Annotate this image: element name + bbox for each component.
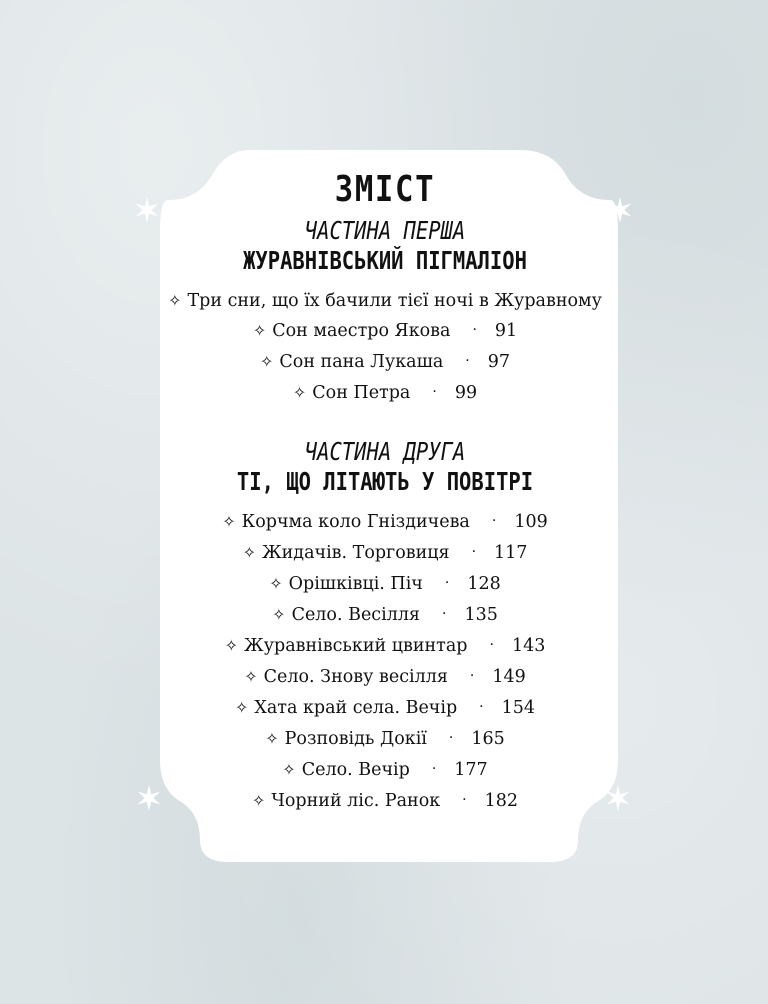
toc-item-page: 154: [501, 698, 536, 718]
toc-item-page: 91: [494, 321, 518, 341]
toc-item-text: Сон маестро Якова: [272, 321, 451, 341]
toc-item[interactable]: [150, 569, 620, 600]
toc-item[interactable]: [150, 600, 620, 631]
part-two: [150, 437, 620, 817]
part-one-title: ЖУРАВНІВСЬКИЙ ПІГМАЛІОН: [243, 246, 527, 275]
toc-item-text: Чорний ліс. Ранок: [271, 791, 441, 811]
toc-item[interactable]: [150, 507, 620, 538]
part-one-label: ЧАСТИНА ПЕРША: [304, 216, 466, 245]
diamond-bullet-icon: ✧: [272, 605, 286, 624]
diamond-bullet-icon: ✧: [259, 352, 274, 371]
toc-item[interactable]: [150, 316, 620, 347]
toc-item-page: 182: [484, 791, 519, 811]
separator-dot: ·: [491, 513, 497, 529]
toc-item-page: 117: [494, 543, 528, 563]
separator-dot: ·: [479, 699, 484, 715]
separator-dot: ·: [448, 730, 454, 746]
toc-item-text: Село. Вечір: [301, 760, 410, 780]
toc-item[interactable]: [150, 662, 620, 693]
separator-dot: ·: [431, 761, 437, 777]
part-one: [150, 216, 620, 409]
toc-item[interactable]: [150, 631, 620, 662]
toc-item-page: 143: [511, 636, 546, 656]
toc-item-text: Три сни, що їх бачили тієї ночі в Журавному: [187, 291, 602, 311]
toc-item-page: 128: [467, 574, 501, 594]
diamond-bullet-icon: ✧: [282, 760, 296, 779]
part-two-label: ЧАСТИНА ДРУГА: [304, 437, 466, 466]
table-of-contents: [150, 168, 620, 817]
diamond-bullet-icon: ✧: [242, 543, 256, 562]
diamond-bullet-icon: ✧: [269, 574, 283, 593]
toc-item-page: 109: [514, 512, 548, 532]
toc-item-text: Жидачів. Торговиця: [261, 543, 450, 563]
toc-item[interactable]: [150, 693, 620, 724]
separator-dot: ·: [472, 322, 477, 338]
toc-item-page: 149: [492, 667, 526, 687]
diamond-bullet-icon: ✧: [265, 729, 279, 748]
toc-item-page: 97: [487, 352, 511, 372]
toc-item-text: Хата край села. Вечір: [254, 698, 458, 718]
toc-item-page: 165: [471, 729, 505, 749]
part-one-list: [150, 286, 620, 409]
separator-dot: ·: [469, 668, 475, 684]
separator-dot: ·: [471, 544, 477, 560]
toc-item-page: 99: [454, 383, 478, 403]
toc-item[interactable]: [150, 755, 620, 786]
diamond-bullet-icon: ✧: [292, 383, 307, 402]
toc-item-text: Розповідь Докії: [284, 729, 427, 749]
toc-item-text: Журавнівський цвинтар: [244, 636, 468, 656]
toc-item-page: 177: [454, 760, 488, 780]
toc-item-text: Село. Весілля: [291, 605, 420, 625]
toc-item-text: Сон пана Лукаша: [279, 352, 444, 372]
diamond-bullet-icon: ✧: [251, 791, 266, 810]
toc-item-text: Село. Знову весілля: [263, 667, 448, 687]
part-two-list: [150, 507, 620, 817]
diamond-bullet-icon: ✧: [168, 291, 182, 310]
separator-dot: ·: [462, 792, 467, 808]
separator-dot: ·: [432, 384, 437, 400]
page-title: ЗМІСТ: [334, 169, 436, 210]
toc-item[interactable]: [150, 347, 620, 378]
toc-item[interactable]: [150, 786, 620, 817]
diamond-bullet-icon: ✧: [244, 667, 258, 686]
diamond-bullet-icon: ✧: [222, 512, 236, 531]
toc-item[interactable]: [150, 286, 620, 316]
separator-dot: ·: [465, 353, 470, 369]
toc-item-text: Сон Петра: [312, 383, 411, 403]
toc-item-page: 135: [464, 605, 498, 625]
toc-item-text: Орішківці. Піч: [288, 574, 423, 594]
toc-item[interactable]: [150, 724, 620, 755]
separator-dot: ·: [444, 575, 450, 591]
toc-item[interactable]: [150, 378, 620, 409]
toc-item[interactable]: [150, 538, 620, 569]
part-two-title: ТІ, ЩО ЛІТАЮТЬ У ПОВІТРІ: [236, 467, 534, 496]
diamond-bullet-icon: ✧: [234, 698, 249, 717]
toc-item-text: Корчма коло Гніздичева: [241, 512, 470, 532]
separator-dot: ·: [489, 637, 494, 653]
diamond-bullet-icon: ✧: [252, 321, 267, 340]
separator-dot: ·: [441, 606, 447, 622]
diamond-bullet-icon: ✧: [224, 636, 239, 655]
